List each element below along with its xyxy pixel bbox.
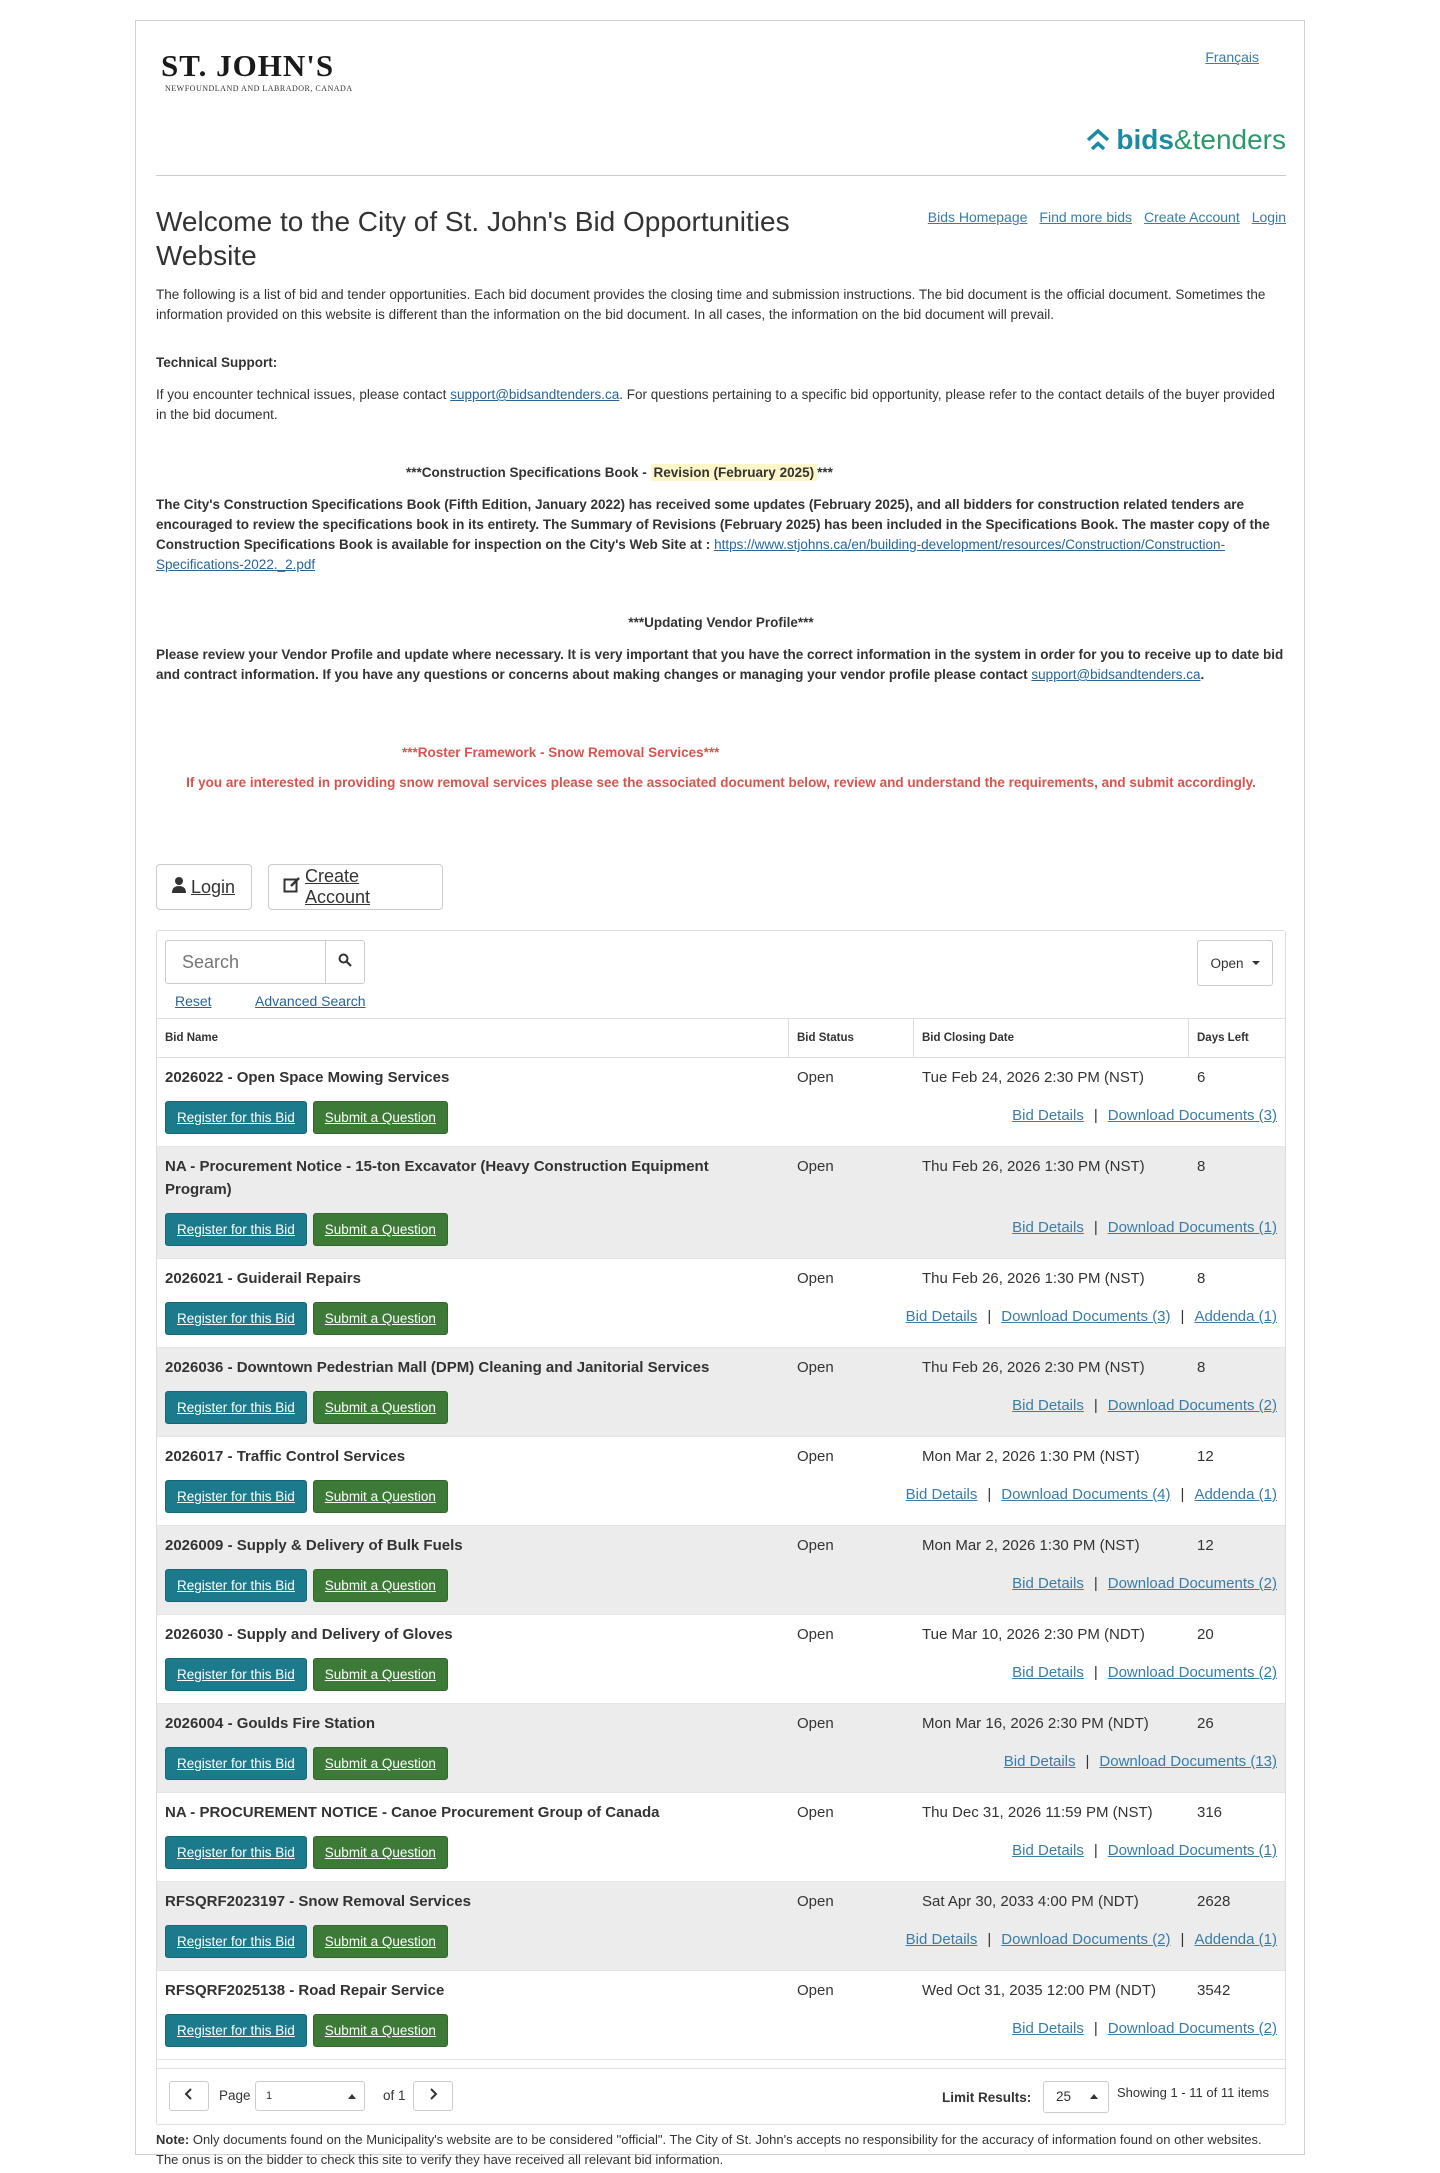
submit-question-button[interactable]: Submit a Question (313, 1569, 448, 1602)
submit-question-button[interactable]: Submit a Question (313, 1658, 448, 1691)
submit-question-button[interactable]: Submit a Question (313, 1302, 448, 1335)
register-button[interactable]: Register for this Bid (165, 1213, 307, 1246)
header-divider (156, 175, 1286, 176)
bid-days-left: 3542 (1197, 1982, 1231, 1999)
register-button[interactable]: Register for this Bid (165, 1925, 307, 1958)
search-button[interactable] (325, 940, 365, 984)
logo-main-text: ST. JOHN'S (161, 48, 335, 83)
separator: | (1180, 1308, 1185, 1325)
bid-name: 2026009 - Supply & Delivery of Bulk Fuels (165, 1537, 463, 1554)
vendor-support-email-link[interactable]: support@bidsandtenders.ca (1031, 667, 1201, 682)
create-account-button-label: Create Account (305, 866, 371, 907)
bid-days-left: 20 (1197, 1626, 1214, 1643)
submit-question-button[interactable]: Submit a Question (313, 1213, 448, 1246)
table-row (157, 1615, 1285, 1704)
bid-details-link[interactable]: Bid Details (905, 1308, 978, 1325)
find-more-bids-link[interactable]: Find more bids (1039, 209, 1132, 225)
bid-status: Open (797, 1448, 834, 1465)
bid-closing: Thu Dec 31, 2026 11:59 PM (NST) (922, 1804, 1153, 1821)
separator: | (987, 1308, 992, 1325)
login-button[interactable] (156, 864, 252, 910)
csb-heading-after: *** (817, 465, 833, 480)
addenda-link[interactable]: Addenda (1) (1194, 1486, 1277, 1503)
top-links (928, 209, 1286, 225)
bid-status: Open (797, 1270, 834, 1287)
separator: | (1093, 1397, 1098, 1414)
login-button-label: Login (191, 876, 236, 897)
bid-closing: Thu Feb 26, 2026 2:30 PM (NST) (922, 1359, 1145, 1376)
col-days-left[interactable]: Days Left (1197, 1032, 1249, 1044)
create-account-button[interactable] (268, 864, 443, 910)
bid-days-left: 12 (1197, 1448, 1214, 1465)
caret-up-icon (1090, 2094, 1098, 2099)
search-input[interactable] (165, 940, 325, 984)
bid-details-link[interactable]: Bid Details (1012, 1842, 1084, 1859)
limit-results-select[interactable] (1043, 2081, 1109, 2113)
next-page-button[interactable] (413, 2081, 453, 2111)
bid-days-left: 8 (1197, 1270, 1206, 1287)
separator: | (1180, 1486, 1185, 1503)
bid-name: 2026022 - Open Space Mowing Services (165, 1069, 450, 1086)
submit-question-button[interactable]: Submit a Question (313, 1480, 448, 1513)
tech-support-heading: Technical Support: (156, 355, 278, 370)
caret-up-icon[interactable] (348, 2094, 356, 2099)
note-text: Only documents found on the Municipality's website are to be considered "official". The City of St. John's accepts no responsibility for the accuracy of information found on other websites. The onus is on the bidder to check this site to verify they have received all relevant bid information. (156, 2132, 1262, 2167)
table-row (157, 1793, 1285, 1882)
bid-days-left: 26 (1197, 1715, 1214, 1732)
table-body (157, 1058, 1285, 2060)
page-label: Page (219, 2088, 251, 2103)
bid-days-left: 316 (1197, 1804, 1223, 1821)
bid-closing: Tue Mar 10, 2026 2:30 PM (NDT) (922, 1626, 1145, 1643)
note-label: Note: (156, 2132, 190, 2147)
logo-bids-text: bids (1116, 124, 1174, 155)
table-row (157, 1147, 1285, 1259)
bid-details-link[interactable]: Bid Details (905, 1486, 978, 1503)
bid-name: NA - Procurement Notice - 15-ton Excavator (Heavy Construction Equipment Program) (165, 1158, 709, 1198)
page-frame (135, 20, 1305, 2167)
bid-name: 2026021 - Guiderail Repairs (165, 1270, 361, 1287)
limit-results-value: 25 (1056, 2089, 1072, 2104)
download-documents-link[interactable]: Download Documents (1) (1107, 1842, 1277, 1859)
addenda-link[interactable]: Addenda (1) (1194, 1931, 1277, 1948)
language-link[interactable]: Français (1205, 49, 1259, 65)
status-filter-dropdown[interactable] (1197, 940, 1273, 986)
submit-question-button[interactable]: Submit a Question (313, 1836, 448, 1869)
bid-status: Open (797, 1537, 834, 1554)
register-button[interactable]: Register for this Bid (165, 1569, 307, 1602)
bid-status: Open (797, 1626, 834, 1643)
separator: | (1093, 1664, 1098, 1681)
bid-status: Open (797, 1715, 834, 1732)
register-button[interactable]: Register for this Bid (165, 2014, 307, 2047)
bid-details-link[interactable]: Bid Details (1012, 2020, 1084, 2037)
bid-details-link[interactable]: Bid Details (1012, 1575, 1084, 1592)
chevrons-up-icon (1085, 128, 1111, 152)
advanced-search-link[interactable]: Advanced Search (255, 993, 366, 1009)
csb-heading (156, 465, 1286, 480)
bid-status: Open (797, 1069, 834, 1086)
bids-table-panel (156, 930, 1286, 2125)
st-johns-logo (161, 49, 353, 93)
bid-name: RFSQRF2025138 - Road Repair Service (165, 1982, 445, 1999)
bid-closing: Mon Mar 2, 2026 1:30 PM (NST) (922, 1537, 1140, 1554)
page-number-input[interactable] (255, 2081, 365, 2111)
bid-closing: Mon Mar 16, 2026 2:30 PM (NDT) (922, 1715, 1149, 1732)
download-documents-link[interactable]: Download Documents (2) (1107, 1575, 1277, 1592)
table-row (157, 1971, 1285, 2060)
tech-support-text-after: . For questions pertaining to a specific bid opportunity, please refer to the contact details of the buyer provided in the bid document. (156, 387, 1275, 422)
register-button[interactable]: Register for this Bid (165, 1302, 307, 1335)
vendor-profile-text (156, 645, 1286, 685)
table-header (157, 1018, 1285, 1058)
bid-details-link[interactable]: Bid Details (1012, 1397, 1084, 1414)
csb-heading-highlight: Revision (February 2025) (651, 464, 818, 481)
register-button[interactable]: Register for this Bid (165, 1101, 307, 1134)
download-documents-link[interactable]: Download Documents (3) (1107, 1107, 1277, 1124)
tech-support-text-before: If you encounter technical issues, please contact (156, 387, 451, 402)
register-button[interactable]: Register for this Bid (165, 1658, 307, 1691)
chevron-right-icon (428, 2087, 438, 2105)
separator: | (1180, 1931, 1185, 1948)
pagination (157, 2068, 1285, 2124)
register-button[interactable]: Register for this Bid (165, 1480, 307, 1513)
logo-tenders-text: &tenders (1173, 124, 1286, 155)
showing-count: Showing 1 - 11 of 11 items (1117, 2085, 1269, 2100)
bid-days-left: 8 (1197, 1359, 1206, 1376)
table-row (157, 1882, 1285, 1971)
login-link[interactable]: Login (1251, 209, 1286, 225)
separator: | (1085, 1753, 1090, 1770)
vendor-profile-after: . (1200, 667, 1205, 682)
bid-closing: Thu Feb 26, 2026 1:30 PM (NST) (922, 1270, 1145, 1287)
separator: | (1093, 1219, 1098, 1236)
download-documents-link[interactable]: Download Documents (2) (1107, 1664, 1277, 1681)
bid-closing: Wed Oct 31, 2035 12:00 PM (NDT) (922, 1982, 1156, 1999)
separator: | (1093, 1842, 1098, 1859)
download-documents-link[interactable]: Download Documents (2) (1107, 1397, 1277, 1414)
bid-closing: Sat Apr 30, 2033 4:00 PM (NDT) (922, 1893, 1139, 1910)
bid-status: Open (797, 1158, 834, 1175)
submit-question-button[interactable]: Submit a Question (313, 1925, 448, 1958)
col-closing-date[interactable]: Bid Closing Date (914, 1019, 1189, 1058)
bid-closing: Thu Feb 26, 2026 1:30 PM (NST) (922, 1158, 1145, 1175)
chevron-left-icon (184, 2087, 194, 2105)
page-number-value: 1 (266, 2090, 273, 2102)
create-account-link[interactable]: Create Account (1144, 209, 1240, 225)
register-button[interactable]: Register for this Bid (165, 1836, 307, 1869)
csb-link[interactable]: https://www.stjohns.ca/en/building-development/resources/Construction/Construction-Specifications-2022._2.pdf (156, 537, 1226, 572)
bid-details-link[interactable]: Bid Details (1012, 1664, 1084, 1681)
bid-name: NA - PROCUREMENT NOTICE - Canoe Procurement Group of Canada (165, 1804, 660, 1821)
roster-text: If you are interested in providing snow removal services please see the associated document below, review and understand the requirements, and submit accordingly. (186, 775, 1256, 790)
prev-page-button[interactable] (169, 2081, 209, 2111)
table-row (157, 1348, 1285, 1437)
limit-results-label: Limit Results: (942, 2090, 1032, 2105)
vendor-profile-heading: ***Updating Vendor Profile*** (628, 615, 814, 630)
table-row (157, 1526, 1285, 1615)
download-documents-link[interactable]: Download Documents (4) (1001, 1486, 1171, 1503)
bid-details-link[interactable]: Bid Details (905, 1931, 978, 1948)
bid-name: 2026036 - Downtown Pedestrian Mall (DPM) Cleaning and Janitorial Services (165, 1359, 710, 1376)
bid-name: 2026004 - Goulds Fire Station (165, 1715, 376, 1732)
bid-status: Open (797, 1893, 834, 1910)
bid-name: RFSQRF2023197 - Snow Removal Services (165, 1893, 471, 1910)
col-bid-status[interactable]: Bid Status (789, 1019, 914, 1058)
addenda-link[interactable]: Addenda (1) (1194, 1308, 1277, 1325)
col-bid-name[interactable]: Bid Name (157, 1019, 789, 1058)
download-documents-link[interactable]: Download Documents (13) (1099, 1753, 1277, 1770)
download-documents-link[interactable]: Download Documents (1) (1107, 1219, 1277, 1236)
csb-body: The City's Construction Specifications Book (Fifth Edition, January 2022) has received some updates (February 2025), and all bidders for construction related tenders are encouraged to review the specifications book in its entirety. The Summary of Revisions (February 2025) has been included in the Specifications Book. The master copy of the Construction Specifications Book is available for inspection on the City's Web Site at : (156, 497, 1270, 552)
bid-name: 2026030 - Supply and Delivery of Gloves (165, 1626, 453, 1643)
search-icon (338, 953, 352, 972)
submit-question-button[interactable]: Submit a Question (313, 1391, 448, 1424)
support-email-link[interactable]: support@bidsandtenders.ca (450, 387, 620, 402)
status-filter-value: Open (1210, 955, 1244, 971)
bid-status: Open (797, 1982, 834, 1999)
submit-question-button[interactable]: Submit a Question (313, 2014, 448, 2047)
register-button[interactable]: Register for this Bid (165, 1747, 307, 1780)
bid-name: 2026017 - Traffic Control Services (165, 1448, 406, 1465)
page-of-label: of 1 (383, 2088, 406, 2103)
bid-details-link[interactable]: Bid Details (1012, 1219, 1084, 1236)
reset-link[interactable]: Reset (175, 993, 212, 1009)
disclaimer-note (156, 2130, 1286, 2170)
bid-days-left: 2628 (1197, 1893, 1231, 1910)
bid-details-link[interactable]: Bid Details (1003, 1753, 1076, 1770)
bid-closing: Tue Feb 24, 2026 2:30 PM (NST) (922, 1069, 1145, 1086)
separator: | (1093, 2020, 1098, 2037)
bid-details-link[interactable]: Bid Details (1012, 1107, 1084, 1124)
vendor-profile-body: Please review your Vendor Profile and update where necessary. It is very important that you have the correct information in the system in order for you to receive up to date bid and contract information. If you have any questions or concerns about making changes or managing your vendor profile please contact (156, 647, 1284, 682)
bid-days-left: 6 (1197, 1069, 1206, 1086)
separator: | (987, 1931, 992, 1948)
bid-days-left: 12 (1197, 1537, 1214, 1554)
download-documents-link[interactable]: Download Documents (2) (1107, 2020, 1277, 2037)
table-row (157, 1704, 1285, 1793)
separator: | (1093, 1107, 1098, 1124)
csb-heading-before: ***Construction Specifications Book - (406, 465, 651, 480)
register-button[interactable]: Register for this Bid (165, 1391, 307, 1424)
logo-sub-text: NEWFOUNDLAND AND LABRADOR, CANADA (165, 84, 353, 93)
tech-support-text (156, 385, 1286, 425)
bid-status: Open (797, 1359, 834, 1376)
download-documents-link[interactable]: Download Documents (2) (1001, 1931, 1171, 1948)
page-title: Welcome to the City of St. John's Bid Opportunities Website (156, 206, 790, 271)
table-row (157, 1437, 1285, 1526)
download-documents-link[interactable]: Download Documents (3) (1001, 1308, 1171, 1325)
intro-text: The following is a list of bid and tender opportunities. Each bid document provides the closing time and submission instructions. The bid document is the official document. Sometimes the information provided on this website is different than the information on the bid document. In all cases, the information on the bid document will prevail. (156, 287, 1266, 322)
bid-status: Open (797, 1804, 834, 1821)
bid-closing: Mon Mar 2, 2026 1:30 PM (NST) (922, 1448, 1140, 1465)
submit-question-button[interactable]: Submit a Question (313, 1747, 448, 1780)
separator: | (1093, 1575, 1098, 1592)
separator: | (987, 1486, 992, 1503)
roster-heading: ***Roster Framework - Snow Removal Services*** (402, 745, 720, 760)
user-icon (171, 876, 187, 899)
bid-days-left: 8 (1197, 1158, 1206, 1175)
caret-down-icon (1252, 961, 1260, 965)
table-row (157, 1058, 1285, 1147)
bids-homepage-link[interactable]: Bids Homepage (927, 209, 1028, 225)
bids-and-tenders-logo (1085, 124, 1286, 156)
edit-icon (283, 876, 301, 899)
table-row (157, 1259, 1285, 1348)
submit-question-button[interactable]: Submit a Question (313, 1101, 448, 1134)
csb-text (156, 495, 1286, 575)
